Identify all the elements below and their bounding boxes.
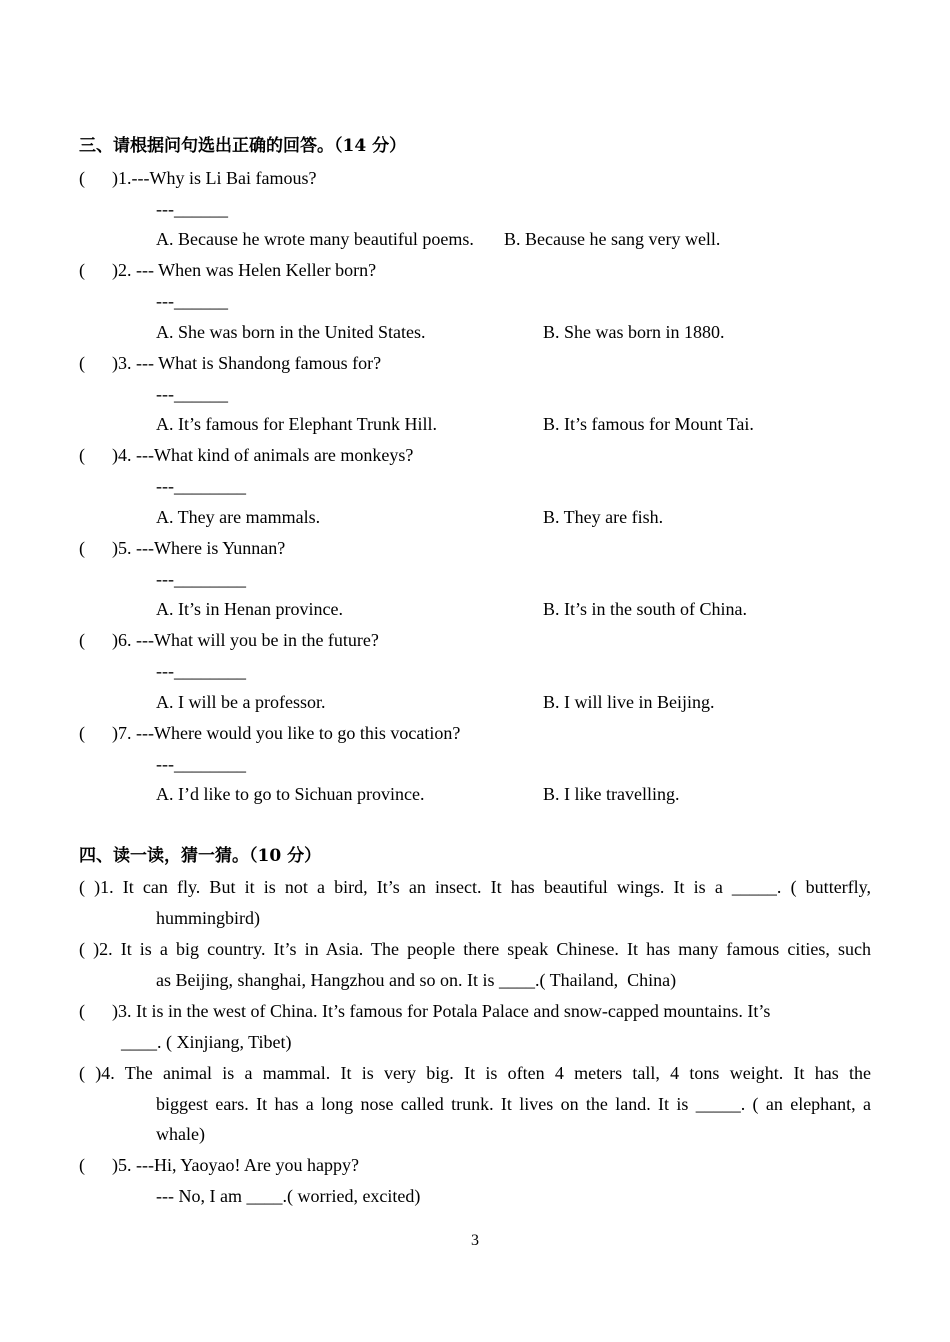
question-4: ( )4. ---What kind of animals are monkeys? xyxy=(79,445,414,465)
question-6: ( )6. ---What will you be in the future? xyxy=(79,630,379,650)
option-a-7: A. I’d like to go to Sichuan province. xyxy=(156,784,425,804)
option-a-1: A. Because he wrote many beautiful poems. xyxy=(156,229,474,249)
option-a-6: A. I will be a professor. xyxy=(156,692,326,712)
option-b-3: B. It’s famous for Mount Tai. xyxy=(543,414,754,434)
option-b-2: B. She was born in 1880. xyxy=(543,322,725,342)
option-b-5: B. It’s in the south of China. xyxy=(543,599,747,619)
riddle-3-line-1: ( )3. It is in the west of China. It’s famous for Potala Palace and snow-capped mountains. It’s xyxy=(79,1001,771,1021)
riddle-4-line-2: biggest ears. It has a long nose called trunk. It lives on the land. It is _____. ( an elephant, a xyxy=(156,1094,871,1114)
riddle-1-line-2: hummingbird) xyxy=(156,908,260,928)
question-1: ( )1.---Why is Li Bai famous? xyxy=(79,168,317,188)
riddle-1-line-1: ( )1. It can fly. But it is not a bird, It’s an insect. It has beautiful wings. It is a _____. ( butterfly, xyxy=(79,877,871,897)
riddle-4-line-1: ( )4. The animal is a mammal. It is very big. It is often 4 meters tall, 4 tons weight. It has the xyxy=(79,1063,871,1083)
riddle-4-line-3: whale) xyxy=(156,1124,205,1144)
section-4-title: 四、读一读，猜一猜。（10 分） xyxy=(79,846,322,866)
riddle-5-line-2: --- No, I am ____.( worried, excited) xyxy=(156,1186,421,1206)
riddle-5-line-1: ( )5. ---Hi, Yaoyao! Are you happy? xyxy=(79,1155,359,1175)
riddle-2-line-1: ( )2. It is a big country. It’s in Asia. The people there speak Chinese. It has many famous cities, such xyxy=(79,939,871,959)
answer-blank-7: ---________ xyxy=(156,754,246,774)
option-a-3: A. It’s famous for Elephant Trunk Hill. xyxy=(156,414,437,434)
option-b-7: B. I like travelling. xyxy=(543,784,680,804)
question-2: ( )2. --- When was Helen Keller born? xyxy=(79,260,377,280)
page-number: 3 xyxy=(471,1232,479,1249)
question-3: ( )3. --- What is Shandong famous for? xyxy=(79,353,382,373)
option-b-4: B. They are fish. xyxy=(543,507,664,527)
option-b-6: B. I will live in Beijing. xyxy=(543,692,715,712)
section-3-title: 三、请根据问句选出正确的回答。（14 分） xyxy=(79,136,407,156)
option-a-5: A. It’s in Henan province. xyxy=(156,599,343,619)
option-a-2: A. She was born in the United States. xyxy=(156,322,426,342)
answer-blank-1: ---______ xyxy=(156,199,228,219)
answer-blank-3: ---______ xyxy=(156,384,228,404)
option-a-4: A. They are mammals. xyxy=(156,507,321,527)
answer-blank-5: ---________ xyxy=(156,569,246,589)
question-5: ( )5. ---Where is Yunnan? xyxy=(79,538,286,558)
riddle-3-line-2: ____. ( Xinjiang, Tibet) xyxy=(121,1032,292,1052)
option-b-1: B. Because he sang very well. xyxy=(504,229,721,249)
question-7: ( )7. ---Where would you like to go this vocation? xyxy=(79,723,461,743)
riddle-2-line-2: as Beijing, shanghai, Hangzhou and so on. It is ____.( Thailand, China) xyxy=(156,970,677,990)
answer-blank-2: ---______ xyxy=(156,291,228,311)
answer-blank-6: ---________ xyxy=(156,661,246,681)
answer-blank-4: ---________ xyxy=(156,476,246,496)
